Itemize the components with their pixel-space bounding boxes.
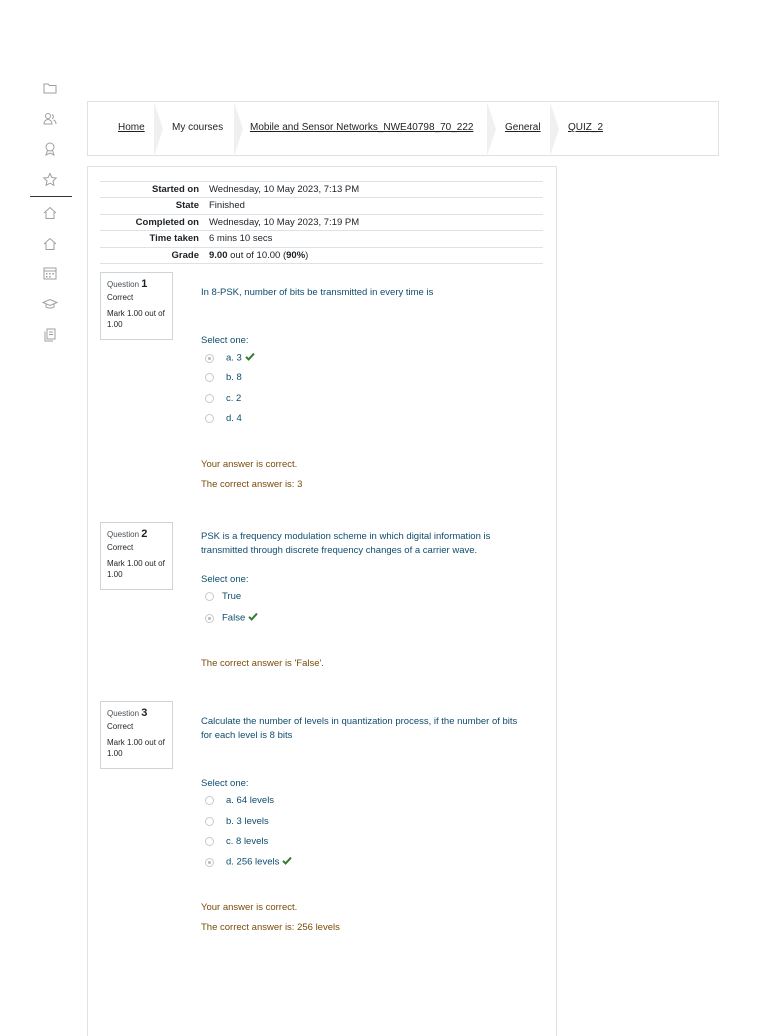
breadcrumb-item[interactable]: Mobile and Sensor Networks_NWE40798_70_222 — [250, 122, 474, 133]
summary-row — [100, 182, 543, 198]
summary-row — [100, 231, 543, 247]
quiz-review-panel — [87, 166, 557, 1036]
question-status: Correct — [107, 293, 134, 302]
answer-option-label: c. 2 — [226, 393, 242, 404]
answer-feedback: The correct answer is: 256 levels — [201, 922, 340, 933]
answer-option-label: False — [222, 612, 246, 624]
star-icon[interactable] — [42, 172, 60, 190]
answer-feedback: The correct answer is: 3 — [201, 479, 303, 490]
breadcrumb-item[interactable]: QUIZ_2 — [568, 122, 604, 133]
question-mark: Mark 1.00 out of 1.00 — [107, 309, 165, 329]
summary-label: Completed on — [135, 216, 199, 228]
badge-icon[interactable] — [42, 141, 60, 159]
question-status: Correct — [107, 543, 134, 552]
question-text: PSK is a frequency modulation scheme in which digital information is transmitted through discrete frequency changes of a carrier wave. — [201, 531, 491, 556]
question-mark: Mark 1.00 out of 1.00 — [107, 559, 165, 579]
breadcrumb-separator — [154, 102, 163, 156]
question-number — [107, 707, 166, 719]
graduation-cap-icon[interactable] — [42, 296, 60, 314]
answer-option[interactable] — [205, 856, 292, 870]
summary-value: Finished — [209, 200, 245, 212]
attempt-summary-table — [100, 181, 543, 264]
summary-value: Wednesday, 10 May 2023, 7:13 PM — [209, 184, 360, 195]
select-one-label: Select one: — [201, 335, 249, 346]
check-icon — [282, 856, 292, 868]
answer-option-label: a. 64 levels — [226, 795, 275, 806]
answer-option-label: c. 8 levels — [226, 836, 269, 847]
radio-button[interactable] — [205, 817, 214, 826]
question-info-box — [100, 522, 173, 590]
question-label: Question — [107, 530, 140, 539]
question-label: Question — [107, 709, 140, 718]
grade-text: ) — [305, 249, 309, 261]
question-info-box — [100, 701, 173, 769]
breadcrumb — [87, 101, 719, 156]
radio-button[interactable] — [205, 414, 214, 423]
breadcrumb-separator — [234, 102, 243, 156]
summary-row — [100, 248, 543, 264]
question-number-value: 3 — [141, 707, 148, 719]
radio-button[interactable] — [205, 614, 214, 623]
answer-option-label: True — [222, 591, 242, 602]
breadcrumb-item[interactable]: General — [505, 122, 541, 133]
check-icon — [248, 612, 258, 624]
question-number-value: 2 — [141, 528, 148, 540]
breadcrumb-separator — [487, 102, 496, 156]
summary-label: Grade — [171, 249, 199, 261]
answer-option[interactable] — [205, 836, 268, 850]
answer-option[interactable] — [205, 591, 241, 605]
breadcrumb-item[interactable]: My courses — [172, 122, 224, 133]
answer-option[interactable] — [205, 816, 269, 830]
radio-button[interactable] — [205, 858, 214, 867]
summary-row — [100, 198, 543, 214]
check-icon — [245, 352, 255, 364]
answer-option[interactable] — [205, 795, 274, 809]
question-info-box — [100, 272, 173, 340]
folder-icon[interactable] — [42, 80, 60, 98]
answer-option[interactable] — [205, 372, 242, 386]
radio-button[interactable] — [205, 394, 214, 403]
breadcrumb-item[interactable]: Home — [118, 122, 145, 133]
question-label: Question — [107, 280, 140, 289]
question-text: In 8-PSK, number of bits be transmitted in every time is — [201, 287, 434, 298]
question-number — [107, 528, 166, 540]
home-icon[interactable] — [42, 236, 60, 254]
answer-option-label: b. 3 levels — [226, 816, 269, 827]
summary-value: Wednesday, 10 May 2023, 7:19 PM — [209, 216, 360, 228]
summary-label: State — [175, 200, 199, 212]
book-copy-icon[interactable] — [42, 327, 60, 345]
users-icon[interactable] — [42, 111, 60, 129]
question-number — [107, 278, 166, 290]
question-status: Correct — [107, 722, 134, 731]
summary-label: Time taken — [149, 233, 199, 245]
grade-percent: 90% — [286, 249, 306, 261]
question-mark: Mark 1.00 out of 1.00 — [107, 738, 165, 758]
question-text: Calculate the number of levels in quantization process, if the number of bits for each level is 8 bits — [201, 716, 518, 741]
answer-option-label: b. 8 — [226, 372, 242, 383]
answer-option-label: d. 4 — [226, 413, 242, 424]
radio-button[interactable] — [205, 592, 214, 601]
summary-value — [209, 250, 308, 261]
answer-feedback: Your answer is correct. — [201, 459, 298, 470]
radio-button[interactable] — [205, 354, 214, 363]
answer-option[interactable] — [205, 352, 255, 366]
select-one-label: Select one: — [201, 574, 249, 585]
radio-button[interactable] — [205, 837, 214, 846]
answer-feedback: The correct answer is 'False'. — [201, 658, 324, 669]
answer-option-label: a. 3 — [226, 352, 242, 364]
calendar-icon[interactable] — [42, 265, 60, 283]
answer-option-label: d. 256 levels — [226, 856, 280, 868]
home-icon[interactable] — [42, 205, 60, 223]
grade-text: out of 10.00 ( — [227, 249, 287, 261]
summary-label: Started on — [152, 184, 199, 195]
summary-value: 6 mins 10 secs — [209, 233, 273, 245]
answer-option[interactable] — [205, 413, 242, 427]
answer-option[interactable] — [205, 393, 241, 407]
answer-feedback: Your answer is correct. — [201, 902, 298, 913]
question-number-value: 1 — [141, 278, 148, 290]
grade-score: 9.00 — [209, 249, 228, 261]
radio-button[interactable] — [205, 373, 214, 382]
select-one-label: Select one: — [201, 778, 249, 789]
radio-button[interactable] — [205, 796, 214, 805]
rail-divider — [30, 196, 72, 197]
breadcrumb-separator — [550, 102, 559, 156]
summary-row — [100, 215, 543, 231]
answer-option[interactable] — [205, 612, 258, 626]
